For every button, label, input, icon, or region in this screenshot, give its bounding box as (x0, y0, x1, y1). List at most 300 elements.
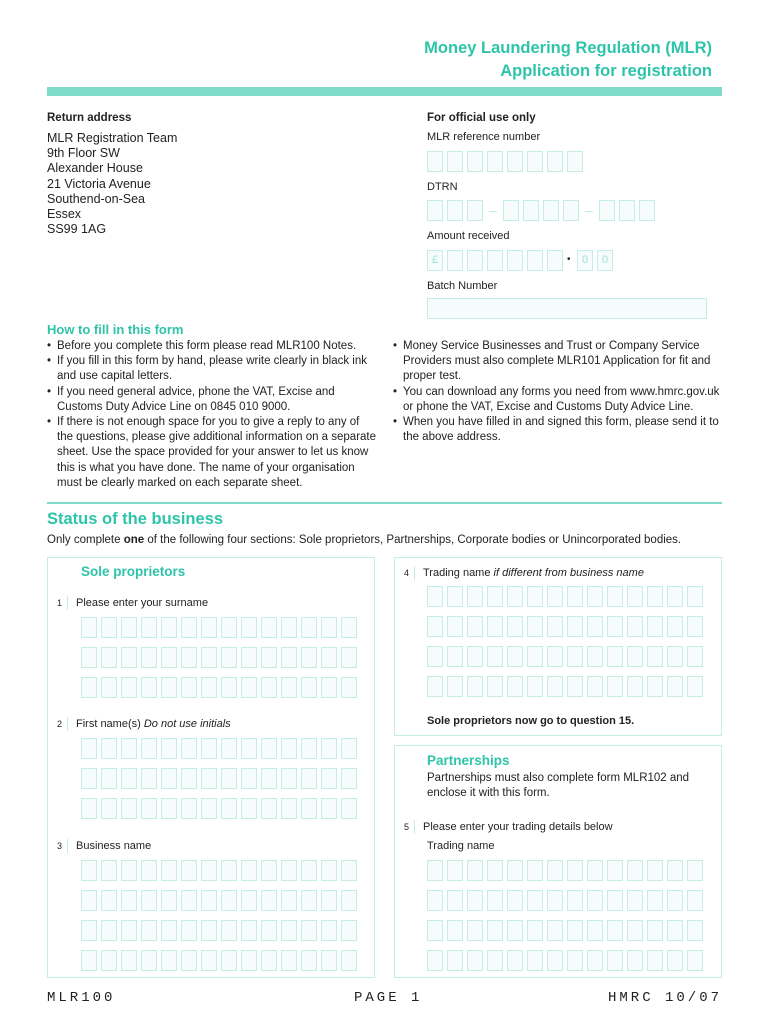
character-box[interactable] (447, 586, 463, 607)
character-box[interactable] (627, 616, 643, 637)
character-box[interactable] (321, 647, 337, 668)
character-box[interactable] (261, 890, 277, 911)
character-box[interactable] (141, 647, 157, 668)
partnership-name-boxes-2[interactable] (427, 890, 703, 911)
character-box[interactable] (261, 920, 277, 941)
business-name-boxes-3[interactable] (81, 920, 357, 941)
character-box[interactable] (101, 677, 117, 698)
character-box[interactable] (667, 676, 683, 697)
character-box[interactable] (667, 950, 683, 971)
character-box[interactable] (507, 151, 523, 172)
character-box[interactable] (301, 768, 317, 789)
character-box[interactable] (527, 586, 543, 607)
character-box[interactable] (301, 738, 317, 759)
character-box[interactable] (639, 200, 655, 221)
character-box[interactable] (261, 798, 277, 819)
character-box[interactable] (587, 950, 603, 971)
character-box[interactable] (201, 617, 217, 638)
character-box[interactable] (121, 920, 137, 941)
character-box[interactable] (487, 616, 503, 637)
character-box[interactable] (261, 647, 277, 668)
character-box[interactable] (281, 768, 297, 789)
character-box[interactable] (101, 950, 117, 971)
character-box[interactable] (301, 950, 317, 971)
surname-boxes-1[interactable] (81, 617, 357, 638)
character-box[interactable] (647, 586, 663, 607)
character-box[interactable] (427, 586, 443, 607)
character-box[interactable] (567, 950, 583, 971)
character-box[interactable] (121, 647, 137, 668)
character-box[interactable] (627, 676, 643, 697)
character-box[interactable] (81, 950, 97, 971)
character-box[interactable] (181, 798, 197, 819)
character-box[interactable] (547, 860, 563, 881)
character-box[interactable] (161, 677, 177, 698)
character-box[interactable] (261, 768, 277, 789)
character-box[interactable] (281, 617, 297, 638)
character-box[interactable] (161, 768, 177, 789)
character-box[interactable] (467, 920, 483, 941)
character-box[interactable] (301, 647, 317, 668)
character-box[interactable] (547, 890, 563, 911)
character-box[interactable] (467, 250, 483, 271)
character-box[interactable] (321, 617, 337, 638)
character-box[interactable] (181, 768, 197, 789)
character-box[interactable] (121, 617, 137, 638)
character-box[interactable] (527, 250, 543, 271)
character-box[interactable] (547, 646, 563, 667)
mlr-ref-boxes[interactable] (427, 151, 583, 172)
character-box[interactable] (301, 617, 317, 638)
character-box[interactable] (467, 586, 483, 607)
character-box[interactable] (101, 738, 117, 759)
character-box[interactable] (547, 920, 563, 941)
character-box[interactable] (607, 586, 623, 607)
trading-name-boxes-3[interactable] (427, 646, 703, 667)
character-box[interactable] (221, 768, 237, 789)
character-box[interactable] (503, 200, 519, 221)
character-box[interactable] (181, 738, 197, 759)
character-box[interactable] (341, 890, 357, 911)
character-box[interactable] (221, 920, 237, 941)
character-box[interactable] (241, 677, 257, 698)
character-box[interactable] (281, 738, 297, 759)
character-box[interactable] (101, 798, 117, 819)
character-box[interactable] (487, 151, 503, 172)
character-box[interactable] (141, 617, 157, 638)
character-box[interactable] (181, 920, 197, 941)
character-box[interactable] (447, 616, 463, 637)
character-box[interactable] (527, 676, 543, 697)
character-box[interactable] (467, 860, 483, 881)
character-box[interactable] (281, 798, 297, 819)
character-box[interactable] (201, 647, 217, 668)
character-box[interactable] (607, 860, 623, 881)
character-box[interactable] (427, 616, 443, 637)
character-box[interactable] (341, 768, 357, 789)
character-box[interactable] (567, 676, 583, 697)
character-box[interactable] (121, 950, 137, 971)
character-box[interactable] (201, 860, 217, 881)
character-box[interactable] (427, 676, 443, 697)
character-box[interactable] (687, 890, 703, 911)
character-box[interactable] (627, 586, 643, 607)
character-box[interactable] (667, 616, 683, 637)
character-box[interactable] (687, 676, 703, 697)
character-box[interactable] (121, 768, 137, 789)
character-box[interactable] (447, 860, 463, 881)
character-box[interactable] (547, 586, 563, 607)
character-box[interactable] (241, 890, 257, 911)
character-box[interactable] (161, 920, 177, 941)
character-box[interactable] (627, 646, 643, 667)
character-box[interactable] (201, 920, 217, 941)
character-box[interactable] (447, 200, 463, 221)
character-box[interactable] (567, 586, 583, 607)
character-box[interactable] (181, 677, 197, 698)
character-box[interactable] (321, 798, 337, 819)
character-box[interactable] (647, 646, 663, 667)
character-box[interactable] (427, 950, 443, 971)
character-box[interactable] (81, 768, 97, 789)
character-box[interactable] (121, 738, 137, 759)
character-box[interactable] (567, 151, 583, 172)
character-box[interactable] (241, 920, 257, 941)
character-box[interactable] (447, 950, 463, 971)
character-box[interactable] (547, 151, 563, 172)
character-box[interactable] (241, 950, 257, 971)
character-box[interactable] (447, 890, 463, 911)
surname-boxes-2[interactable] (81, 647, 357, 668)
character-box[interactable] (281, 860, 297, 881)
character-box[interactable] (427, 200, 443, 221)
character-box[interactable] (281, 677, 297, 698)
character-box[interactable] (487, 646, 503, 667)
character-box[interactable] (527, 920, 543, 941)
character-box[interactable] (201, 890, 217, 911)
character-box[interactable] (221, 617, 237, 638)
character-box[interactable] (141, 920, 157, 941)
character-box[interactable] (467, 950, 483, 971)
character-box[interactable] (627, 890, 643, 911)
character-box[interactable] (687, 586, 703, 607)
character-box[interactable] (341, 950, 357, 971)
character-box[interactable] (341, 798, 357, 819)
character-box[interactable] (427, 860, 443, 881)
character-box[interactable] (547, 950, 563, 971)
character-box[interactable] (141, 860, 157, 881)
character-box[interactable] (341, 617, 357, 638)
character-box[interactable] (101, 860, 117, 881)
character-box[interactable] (181, 617, 197, 638)
character-box[interactable] (543, 200, 559, 221)
character-box[interactable] (667, 860, 683, 881)
character-box[interactable] (523, 200, 539, 221)
character-box[interactable] (201, 950, 217, 971)
character-box[interactable] (201, 677, 217, 698)
first-name-boxes-2[interactable] (81, 768, 357, 789)
character-box[interactable] (161, 860, 177, 881)
character-box[interactable] (487, 950, 503, 971)
character-box[interactable] (607, 616, 623, 637)
character-box[interactable] (687, 860, 703, 881)
character-box[interactable] (241, 647, 257, 668)
instruction-item: • Before you complete this form please read MLR100 Notes. (47, 339, 377, 354)
character-box[interactable] (607, 890, 623, 911)
character-box[interactable] (141, 798, 157, 819)
character-box[interactable] (341, 920, 357, 941)
character-box[interactable] (321, 950, 337, 971)
character-box[interactable] (667, 890, 683, 911)
character-box[interactable] (181, 950, 197, 971)
character-box[interactable] (101, 647, 117, 668)
character-box[interactable] (547, 676, 563, 697)
character-box[interactable] (427, 646, 443, 667)
character-box[interactable] (281, 890, 297, 911)
character-box[interactable] (527, 950, 543, 971)
character-box[interactable] (281, 950, 297, 971)
character-box[interactable] (647, 676, 663, 697)
character-box[interactable] (141, 677, 157, 698)
character-box[interactable] (627, 950, 643, 971)
character-box[interactable] (667, 586, 683, 607)
character-box[interactable] (201, 768, 217, 789)
character-box[interactable] (487, 920, 503, 941)
partnership-name-boxes-4[interactable] (427, 950, 703, 971)
character-box[interactable] (261, 860, 277, 881)
character-box[interactable] (241, 798, 257, 819)
character-box[interactable] (261, 950, 277, 971)
character-box[interactable] (201, 798, 217, 819)
character-box[interactable] (281, 920, 297, 941)
character-box[interactable] (161, 798, 177, 819)
character-box[interactable] (647, 890, 663, 911)
character-box[interactable] (687, 920, 703, 941)
character-box[interactable] (647, 920, 663, 941)
character-box[interactable] (547, 616, 563, 637)
character-box[interactable] (321, 920, 337, 941)
character-box[interactable] (221, 677, 237, 698)
character-box[interactable] (81, 647, 97, 668)
character-box[interactable] (181, 647, 197, 668)
character-box[interactable] (567, 920, 583, 941)
character-box[interactable] (687, 950, 703, 971)
character-box[interactable] (321, 860, 337, 881)
character-box[interactable] (161, 647, 177, 668)
character-box[interactable] (467, 646, 483, 667)
character-box[interactable] (161, 738, 177, 759)
character-box[interactable] (607, 950, 623, 971)
character-box[interactable] (647, 950, 663, 971)
character-box[interactable] (507, 920, 523, 941)
character-box[interactable] (487, 890, 503, 911)
character-box[interactable] (81, 617, 97, 638)
character-box[interactable] (647, 616, 663, 637)
character-box[interactable] (587, 920, 603, 941)
character-box[interactable] (81, 890, 97, 911)
character-box[interactable] (487, 676, 503, 697)
character-box[interactable] (427, 890, 443, 911)
character-box[interactable] (81, 860, 97, 881)
character-box[interactable] (667, 920, 683, 941)
character-box[interactable] (141, 890, 157, 911)
address-line: Southend-on-Sea (47, 191, 145, 206)
character-box[interactable] (121, 677, 137, 698)
character-box[interactable] (261, 677, 277, 698)
character-box[interactable] (507, 890, 523, 911)
character-box[interactable] (301, 860, 317, 881)
character-box[interactable] (627, 860, 643, 881)
character-box[interactable] (321, 768, 337, 789)
character-box[interactable] (101, 768, 117, 789)
character-box[interactable] (587, 646, 603, 667)
character-box[interactable] (587, 676, 603, 697)
character-box[interactable] (101, 617, 117, 638)
character-box[interactable] (487, 586, 503, 607)
character-box[interactable] (527, 860, 543, 881)
character-box[interactable] (281, 647, 297, 668)
character-box[interactable] (607, 676, 623, 697)
character-box[interactable] (627, 920, 643, 941)
character-box[interactable] (587, 616, 603, 637)
character-box[interactable] (547, 250, 563, 271)
character-box[interactable] (507, 950, 523, 971)
character-box[interactable] (81, 798, 97, 819)
first-name-boxes-1[interactable] (81, 738, 357, 759)
character-box[interactable] (447, 920, 463, 941)
character-box[interactable] (687, 646, 703, 667)
character-box[interactable] (507, 250, 523, 271)
character-box[interactable] (507, 616, 523, 637)
character-box[interactable] (121, 890, 137, 911)
character-box[interactable] (507, 860, 523, 881)
trading-name-boxes-1[interactable] (427, 586, 703, 607)
character-box[interactable] (527, 646, 543, 667)
surname-boxes-3[interactable] (81, 677, 357, 698)
character-box[interactable] (201, 738, 217, 759)
character-box[interactable] (487, 860, 503, 881)
character-box[interactable] (221, 890, 237, 911)
character-box[interactable] (261, 738, 277, 759)
character-box[interactable] (447, 676, 463, 697)
character-box[interactable] (101, 920, 117, 941)
character-box[interactable] (241, 768, 257, 789)
character-box[interactable] (161, 890, 177, 911)
character-box[interactable] (121, 798, 137, 819)
character-box[interactable] (587, 890, 603, 911)
trading-name-boxes-4[interactable] (427, 676, 703, 697)
character-box[interactable] (301, 890, 317, 911)
character-box[interactable] (241, 617, 257, 638)
character-box[interactable] (81, 677, 97, 698)
character-box[interactable] (667, 646, 683, 667)
character-box[interactable] (221, 738, 237, 759)
partnership-name-boxes-3[interactable] (427, 920, 703, 941)
character-box[interactable] (101, 890, 117, 911)
character-box[interactable] (467, 200, 483, 221)
character-box[interactable] (587, 860, 603, 881)
character-box[interactable] (181, 860, 197, 881)
character-box[interactable] (161, 950, 177, 971)
character-box[interactable] (567, 646, 583, 667)
character-box[interactable] (81, 738, 97, 759)
character-box[interactable] (507, 586, 523, 607)
character-box[interactable] (527, 890, 543, 911)
character-box[interactable] (619, 200, 635, 221)
character-box[interactable] (341, 860, 357, 881)
character-box[interactable] (121, 860, 137, 881)
character-box[interactable] (341, 647, 357, 668)
amount-boxes[interactable] (427, 250, 613, 271)
character-box[interactable] (487, 250, 503, 271)
character-box[interactable] (81, 920, 97, 941)
character-box[interactable] (467, 616, 483, 637)
character-box[interactable] (447, 250, 463, 271)
character-box[interactable] (261, 617, 277, 638)
character-box[interactable] (567, 860, 583, 881)
character-box[interactable] (447, 151, 463, 172)
character-box[interactable] (467, 151, 483, 172)
character-box[interactable] (427, 920, 443, 941)
character-box[interactable] (447, 646, 463, 667)
character-box[interactable] (241, 860, 257, 881)
character-box[interactable] (161, 617, 177, 638)
business-name-boxes-4[interactable] (81, 950, 357, 971)
character-box[interactable] (221, 950, 237, 971)
character-box[interactable] (301, 677, 317, 698)
character-box[interactable] (507, 646, 523, 667)
character-box[interactable] (527, 151, 543, 172)
business-name-boxes-1[interactable] (81, 860, 357, 881)
character-box[interactable] (221, 860, 237, 881)
character-box[interactable] (241, 738, 257, 759)
batch-number-field[interactable] (427, 298, 707, 319)
character-box[interactable] (507, 676, 523, 697)
character-box[interactable] (527, 616, 543, 637)
character-box[interactable] (599, 200, 615, 221)
character-box[interactable] (141, 950, 157, 971)
trading-name-boxes-2[interactable] (427, 616, 703, 637)
character-box[interactable] (301, 920, 317, 941)
character-box[interactable] (341, 738, 357, 759)
character-box[interactable] (341, 677, 357, 698)
first-name-boxes-3[interactable] (81, 798, 357, 819)
character-box[interactable] (563, 200, 579, 221)
character-box[interactable] (467, 676, 483, 697)
character-box[interactable] (301, 798, 317, 819)
character-box[interactable] (321, 738, 337, 759)
character-box[interactable] (221, 798, 237, 819)
character-box[interactable] (587, 586, 603, 607)
character-box[interactable] (141, 768, 157, 789)
character-box[interactable] (567, 890, 583, 911)
character-box[interactable] (607, 646, 623, 667)
character-box[interactable] (607, 920, 623, 941)
partnership-name-boxes-1[interactable] (427, 860, 703, 881)
character-box[interactable] (321, 677, 337, 698)
dtrn-boxes[interactable] (427, 200, 655, 221)
business-name-boxes-2[interactable] (81, 890, 357, 911)
character-box[interactable] (221, 647, 237, 668)
character-box[interactable] (467, 890, 483, 911)
character-box[interactable] (141, 738, 157, 759)
character-box[interactable] (567, 616, 583, 637)
character-box[interactable] (647, 860, 663, 881)
character-box[interactable] (181, 890, 197, 911)
character-box[interactable] (427, 151, 443, 172)
character-box[interactable] (687, 616, 703, 637)
character-box[interactable] (321, 890, 337, 911)
